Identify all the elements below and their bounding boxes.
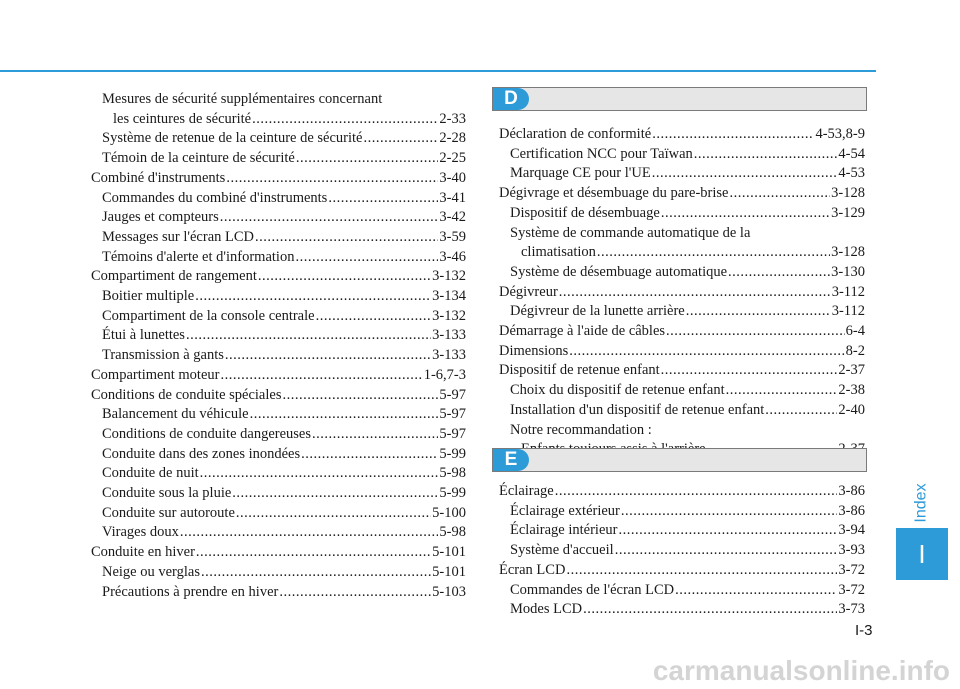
- index-entry-leader: [282, 385, 438, 405]
- index-entry-page: 5-98: [439, 524, 466, 541]
- index-entry-page: 2-40: [838, 401, 865, 418]
- index-entry-leader: [652, 163, 838, 183]
- top-rule: [0, 70, 876, 72]
- index-entry-leader: [258, 266, 431, 286]
- watermark: carmanualsonline.info: [652, 655, 950, 686]
- side-tab-label-text: Index: [913, 483, 931, 523]
- index-entry: [91, 345, 466, 365]
- index-entry-leader: [180, 522, 439, 542]
- index-entry-leader: [301, 444, 438, 464]
- index-entry-text: Déclaration de conformité: [499, 126, 652, 142]
- index-entry-text: climatisation: [521, 244, 596, 261]
- index-entry-text: Dispositif de désembuage: [510, 204, 660, 221]
- index-entry-leader: [196, 542, 431, 562]
- index-entry-text: Mesures de sécurité supplémentaires concernant: [102, 91, 383, 107]
- index-entry: [91, 463, 466, 483]
- index-entry-page: 3-130: [831, 263, 865, 280]
- index-entry-page: 5-103: [432, 583, 466, 600]
- section-letter-e: E: [493, 449, 529, 471]
- index-entry: [499, 301, 865, 321]
- index-entry-leader: [583, 599, 837, 619]
- index-entry-leader: [729, 183, 830, 203]
- index-entry-text: Choix du dispositif de retenue enfant: [510, 382, 725, 399]
- index-entry-leader: [566, 560, 837, 580]
- index-entry-text: Éclairage extérieur: [510, 502, 620, 519]
- index-entry-leader: [220, 207, 439, 227]
- index-entry-page: 3-134: [432, 288, 466, 304]
- index-entry: [91, 522, 466, 542]
- index-entry-page: 5-99: [439, 485, 466, 501]
- index-entry-text: Certification NCC pour Taïwan: [510, 145, 693, 162]
- index-entry: [91, 128, 466, 148]
- index-entry-leader: [195, 286, 431, 306]
- index-entry-text: Messages sur l'écran LCD: [102, 228, 255, 245]
- index-entry: [91, 266, 466, 286]
- index-entry-page: 3-72: [838, 561, 865, 578]
- index-entry-text: Dégivreur de la lunette arrière: [510, 303, 685, 320]
- index-entry: [91, 385, 466, 405]
- index-entry-page: 3-112: [831, 303, 865, 320]
- index-entry-page: 3-40: [439, 169, 466, 186]
- index-entry-text: Éclairage: [499, 483, 554, 499]
- index-entry-page: 6-4: [845, 323, 865, 339]
- index-entry: [499, 341, 865, 361]
- index-entry-leader: [312, 424, 438, 444]
- index-entry-leader: [295, 247, 438, 267]
- index-entry: [499, 262, 865, 282]
- index-entry: [91, 424, 466, 444]
- index-entry: [91, 306, 466, 326]
- index-entry-leader: [666, 321, 845, 341]
- index-entry: [499, 580, 865, 600]
- index-entry: [499, 360, 865, 380]
- side-tab: [896, 528, 948, 580]
- index-entry: [91, 483, 466, 503]
- index-entry-text: Étui à lunettes: [102, 327, 185, 344]
- index-entry-page: 4-54: [838, 145, 865, 162]
- index-entry-page: 3-128: [831, 185, 865, 202]
- section-header-d: [492, 87, 867, 111]
- index-entry-page: 3-112: [831, 283, 865, 300]
- index-entry-leader: [363, 128, 438, 148]
- index-entry-leader: [255, 227, 438, 247]
- index-entry-text: Conduite dans des zones inondées: [102, 445, 301, 462]
- index-entry-text: Commandes de l'écran LCD: [510, 581, 675, 598]
- index-entry-leader: [555, 481, 838, 501]
- index-entry: [499, 481, 865, 501]
- index-entry: [499, 380, 865, 400]
- index-entry-text: Écran LCD: [499, 561, 566, 578]
- index-entry-page: 3-86: [838, 502, 865, 519]
- index-entry-text: Témoin de la ceinture de sécurité: [102, 150, 295, 167]
- index-entry-leader: [279, 582, 431, 602]
- index-entry-text: Conduite sur autoroute: [102, 504, 235, 521]
- index-entry: [499, 144, 865, 164]
- side-tab-letter: I: [918, 539, 926, 569]
- index-entry-leader: [569, 341, 844, 361]
- index-entry-text: Installation d'un dispositif de retenue enfant: [510, 401, 765, 418]
- index-entry-leader: [236, 503, 431, 523]
- index-entry-page: 5-101: [432, 563, 466, 580]
- index-entry-text: Système de retenue de la ceinture de sécurité: [102, 130, 363, 147]
- index-entry-page: 5-98: [439, 465, 466, 482]
- index-entry-text: Précautions à prendre en hiver: [102, 583, 279, 600]
- index-entry-text: Dégivrage et désembuage du pare-brise: [499, 185, 729, 202]
- index-entry: [499, 540, 865, 560]
- index-entry: [91, 582, 466, 602]
- side-tab-label: [905, 478, 939, 528]
- index-entry: [499, 520, 865, 540]
- index-entry-leader: [296, 148, 439, 168]
- index-entry-leader: [661, 203, 830, 223]
- index-entry-page: 5-100: [432, 504, 466, 521]
- index-entry-page: 2-33: [439, 110, 466, 127]
- index-entry: [91, 168, 466, 188]
- index-entry-leader: [618, 520, 837, 540]
- index-entry: [499, 420, 865, 440]
- index-entry-text: Modes LCD: [510, 601, 583, 618]
- index-entry-text: Système de désembuage automatique: [510, 263, 728, 280]
- index-entry-page: 5-97: [439, 386, 466, 403]
- index-entry: [91, 286, 466, 306]
- index-entry-page: 8-2: [845, 342, 865, 359]
- index-entry-text: Démarrage à l'aide de câbles: [499, 323, 666, 339]
- index-entry: [91, 562, 466, 582]
- index-entry-leader: [225, 345, 431, 365]
- index-entry-page: 3-42: [439, 209, 466, 226]
- index-entry: [91, 325, 466, 345]
- index-entry-text: Éclairage intérieur: [510, 522, 618, 539]
- index-entry-text: Compartiment de rangement: [91, 268, 257, 285]
- index-entry-page: 3-128: [831, 244, 865, 261]
- index-entry-leader: [652, 124, 814, 144]
- index-entry-text: les ceintures de sécurité: [113, 110, 252, 127]
- index-entry-leader: [621, 501, 838, 521]
- index-entry-text: Jauges et compteurs: [102, 209, 219, 226]
- index-entry-text: Transmission à gants: [102, 347, 224, 364]
- section-letter-d: D: [493, 88, 529, 110]
- index-entry-leader: [726, 380, 838, 400]
- index-entry-leader: [250, 404, 439, 424]
- index-entry: [91, 109, 466, 129]
- index-entry: [499, 400, 865, 420]
- index-entry: [499, 282, 865, 302]
- index-entry-page: 3-133: [432, 347, 466, 364]
- index-entry: [91, 444, 466, 464]
- index-entry: [499, 163, 865, 183]
- index-entry-page: 3-41: [439, 189, 466, 206]
- index-entry-leader: [694, 144, 838, 164]
- index-entry-page: 3-46: [439, 248, 466, 265]
- index-entry-text: Dimensions: [499, 342, 569, 359]
- section-header-e: [492, 448, 867, 472]
- index-entry-text: Combiné d'instruments: [91, 169, 226, 186]
- index-entry-page: 5-97: [439, 406, 466, 423]
- index-entry-text: Dispositif de retenue enfant: [499, 362, 660, 379]
- index-entry: [91, 404, 466, 424]
- index-entry-leader: [232, 483, 438, 503]
- index-entry-text: Conduite de nuit: [102, 465, 199, 482]
- index-entry-leader: [200, 463, 439, 483]
- index-entry-page: 3-73: [838, 601, 865, 618]
- index-entry: [91, 188, 466, 208]
- index-entry-leader: [597, 242, 830, 262]
- index-entry-leader: [201, 562, 431, 582]
- index-entry-leader: [686, 301, 831, 321]
- index-entry: [91, 148, 466, 168]
- index-entry-text: Conditions de conduite spéciales: [91, 386, 282, 403]
- index-entry-leader: [615, 540, 838, 560]
- index-entry-text: Système d'accueil: [510, 542, 614, 559]
- index-entry: [91, 207, 466, 227]
- index-entry: [499, 223, 865, 243]
- index-entry: [499, 501, 865, 521]
- page-number: I-3: [855, 622, 873, 639]
- index-entry: [499, 124, 865, 144]
- index-entry-text: Boitier multiple: [102, 288, 195, 304]
- index-entry: [91, 227, 466, 247]
- index-entry-text: Marquage CE pour l'UE: [510, 165, 651, 182]
- index-entry-page: 3-72: [838, 581, 865, 598]
- index-entry-leader: [675, 580, 837, 600]
- index-entry: [499, 321, 865, 341]
- index-entry-page: 3-86: [838, 483, 865, 499]
- index-entry-page: 3-93: [838, 542, 865, 559]
- index-entry-text: Compartiment moteur: [91, 366, 220, 383]
- index-entry-page: 2-28: [439, 130, 466, 147]
- index-entry-text: Conditions de conduite dangereuses: [102, 425, 311, 442]
- index-entry-text: Conduite sous la pluie: [102, 485, 232, 501]
- index-entry: [499, 560, 865, 580]
- index-entry-leader: [226, 168, 438, 188]
- index-entry-page: 5-101: [432, 544, 466, 561]
- index-entry-page: 3-59: [439, 228, 466, 245]
- index-entry: [91, 542, 466, 562]
- index-entry: [499, 203, 865, 223]
- index-entry-page: 2-38: [838, 382, 865, 399]
- index-entry-text: Système de commande automatique de la: [510, 224, 751, 241]
- index-entry-text: Virages doux: [102, 524, 179, 541]
- index-entry-text: Compartiment de la console centrale: [102, 307, 315, 324]
- index-entry-page: 2-25: [439, 150, 466, 167]
- index-entry-leader: [559, 282, 831, 302]
- index-entry-page: 2-37: [838, 362, 865, 379]
- index-entry-page: 3-132: [432, 307, 466, 324]
- index-entry-leader: [316, 306, 432, 326]
- index-entry: [499, 599, 865, 619]
- index-entry-page: 3-129: [831, 204, 865, 221]
- index-entry-leader: [252, 109, 438, 129]
- index-entry: [91, 365, 466, 385]
- index-entry-text: Commandes du combiné d'instruments: [102, 189, 328, 206]
- index-entry-page: 3-94: [838, 522, 865, 539]
- index-entry-text: Conduite en hiver: [91, 544, 195, 561]
- index-entry: [91, 503, 466, 523]
- index-entry-page: 5-97: [439, 425, 466, 442]
- index-entry-page: 1-6,7-3: [423, 366, 466, 383]
- index-entry-leader: [661, 360, 838, 380]
- index-entry-page: 3-133: [432, 327, 466, 344]
- index-entry-leader: [220, 365, 422, 385]
- index-entry-text: Balancement du véhicule: [102, 406, 249, 423]
- index-entry-leader: [728, 262, 830, 282]
- index-entry-leader: [186, 325, 431, 345]
- index-entry-text: Notre recommandation :: [510, 421, 652, 438]
- index-entry: [91, 247, 466, 267]
- index-entry: [499, 183, 865, 203]
- index-entry-leader: [328, 188, 438, 208]
- index-entry-text: Neige ou verglas: [102, 563, 200, 580]
- index-entry-text: Dégivreur: [499, 283, 558, 300]
- index-entry-leader: [765, 400, 837, 420]
- index-entry: [499, 242, 865, 262]
- index-entry-page: 3-132: [432, 268, 466, 285]
- index-entry-page: 4-53,8-9: [815, 126, 865, 142]
- index-entry-page: 5-99: [439, 445, 466, 462]
- index-entry-page: 4-53: [838, 165, 865, 182]
- index-entry-text: Témoins d'alerte et d'information: [102, 248, 295, 265]
- index-entry: [91, 89, 466, 109]
